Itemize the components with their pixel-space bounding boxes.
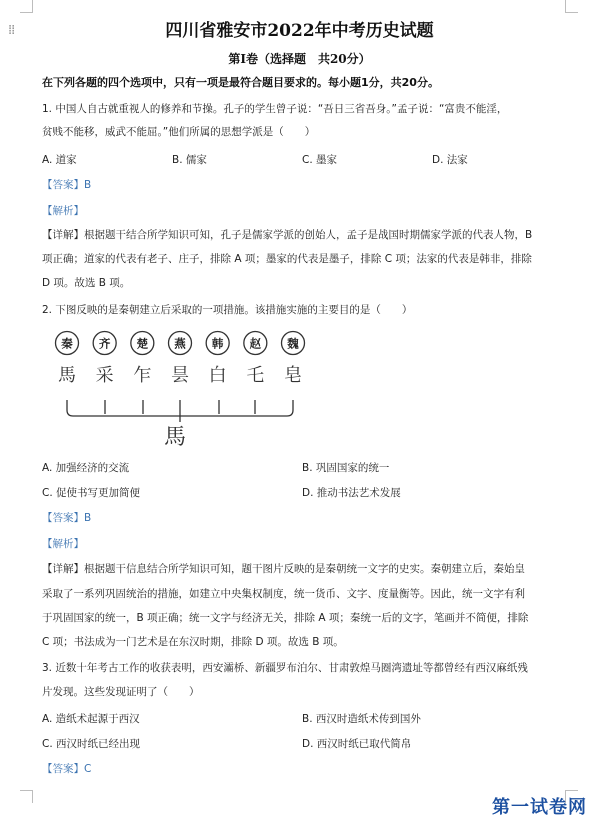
q1-detail-line-2: 项正确；道家的代表有老子、庄子，排除 A 项；墨家的代表是墨子，排除 C 项；法家的代表是韩非，排除 [42,253,532,265]
q2-option-d: D. 推动书法艺术发展 [302,487,401,499]
ancient-script-glyph: 白 [208,365,227,386]
state-badge [56,332,79,355]
state-badge [131,332,154,355]
site-watermark: 第一试卷网 [492,797,587,818]
q1-option-d: D. 法家 [432,154,468,166]
instruction-text: 在下列各题的四个选项中，只有一项是最符合题目要求的。每小题1分，共20分。 [42,76,439,89]
figure-result-glyph: 馬 [163,425,187,450]
script-unification-figure [40,326,330,456]
q3-option-d: D. 西汉时纸已取代简帛 [302,738,412,750]
state-name: 赵 [249,336,262,351]
q1-detail-line-3: D 项。故选 B 项。 [42,277,131,289]
q1-answer: 【答案】B [42,179,92,191]
crop-mark-bottom-left [20,790,33,803]
q3-option-b: B. 西汉时造纸术传到国外 [302,713,421,725]
q3-stem-line-2: 片发现。这些发现证明了（ ） [42,686,200,698]
q2-detail-line-4: C 项；书法成为一门艺术是在东汉时期，排除 D 项。故选 B 项。 [42,636,344,648]
crop-mark-top-right [565,0,578,13]
q2-option-a: A. 加强经济的交流 [42,462,130,474]
q3-option-c: C. 西汉时纸已经出现 [42,738,141,750]
state-badge [169,332,192,355]
state-name: 魏 [287,336,299,351]
state-badge [282,332,305,355]
q2-detail-line-2: 采取了一系列巩固统治的措施，如建立中央集权制度，统一货币、文字、度量衡等。因此，统一文字有利 [42,588,525,600]
ancient-script-glyph: 皂 [284,365,302,386]
ancient-script-glyph: 乇 [246,365,265,386]
section-heading: 第Ⅰ卷（选择题 共20分） [228,52,371,66]
q1-option-a: A. 道家 [42,154,77,166]
q1-analysis-label: 【解析】 [42,205,84,217]
q3-answer: 【答案】C [42,763,92,775]
q3-option-a: A. 造纸术起源于西汉 [42,713,140,725]
state-name: 齐 [98,336,111,351]
state-name: 燕 [174,336,186,351]
crop-mark-top-left [20,0,33,13]
state-name: 韩 [211,336,224,351]
q1-detail-line-1: 【详解】根据题干结合所学知识可知，孔子是儒家学派的创始人，孟子是战国时期儒家学派的代表人物，B [42,229,533,241]
document-title: 四川省雅安市2022年中考历史试题 [165,21,434,41]
q2-detail-line-3: 于巩固国家的统一，B 项正确；统一文字与经济无关，排除 A 项；秦统一后的文字，笔画并不简便，排除 [42,612,529,624]
drag-handle-icon[interactable]: ⁞⁞ [8,23,15,38]
ancient-script-glyph: 昙 [171,365,189,386]
ancient-script-glyph: 采 [95,365,114,386]
state-badge [93,332,116,355]
ancient-script-glyph: 馬 [58,365,76,386]
state-name: 楚 [136,336,149,351]
q2-option-c: C. 促使书写更加简便 [42,487,141,499]
q1-stem-line-2: 贫贱不能移，威武不能屈。”他们所属的思想学派是（ ） [42,126,316,138]
q2-detail-line-1: 【详解】根据题干信息结合所学知识可知，题干图片反映的是秦朝统一文字的史实。秦朝建立后，秦始皇 [42,563,525,575]
state-name: 秦 [61,336,73,351]
q2-answer: 【答案】B [42,512,92,524]
state-badge [206,332,229,355]
q3-stem-line-1: 3. 近数十年考古工作的收获表明，西安灞桥、新疆罗布泊尔、甘肃敦煌马圈湾遗址等都曾经有西汉麻纸残 [42,662,528,674]
q2-option-b: B. 巩固国家的统一 [302,462,390,474]
q1-option-b: B. 儒家 [172,154,207,166]
q1-option-c: C. 墨家 [302,154,338,166]
state-badge [244,332,267,355]
q1-stem-line-1: 1. 中国人自古就重视人的修养和节操。孔子的学生曾子说：“吾日三省吾身。”孟子说：“富贵不能淫， [42,103,508,115]
q2-stem-line-1: 2. 下图反映的是秦朝建立后采取的一项措施。该措施实施的主要目的是（ ） [42,304,413,316]
q2-analysis-label: 【解析】 [42,538,84,550]
ancient-script-glyph: 乍 [133,365,152,386]
